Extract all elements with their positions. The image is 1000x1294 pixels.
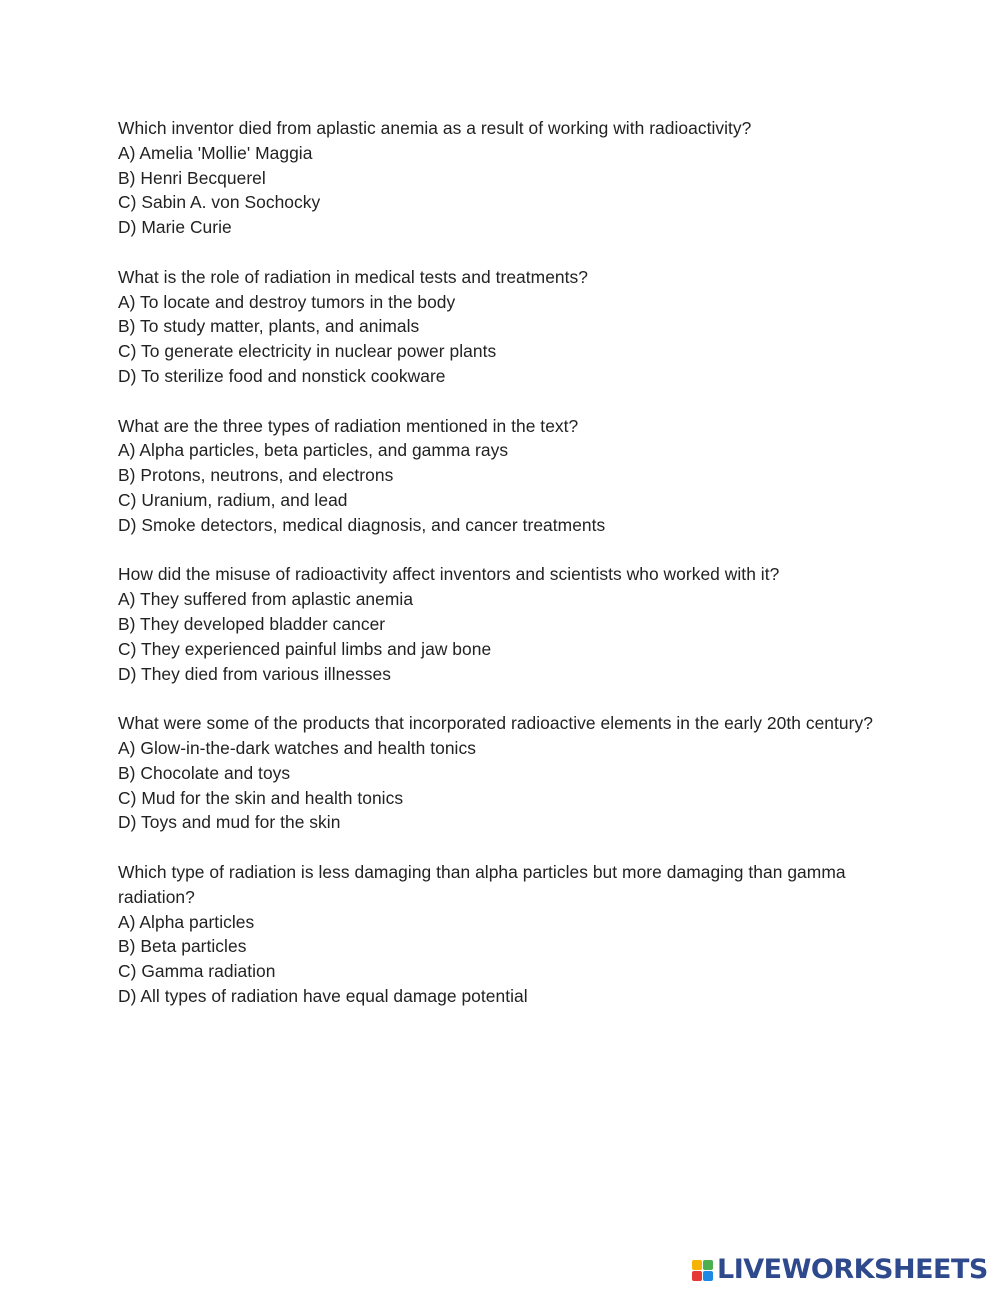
question-text: Which inventor died from aplastic anemia as a result of working with radioactivity?: [118, 118, 752, 138]
question-block-2: [118, 265, 878, 389]
answer-option: A) Glow-in-the-dark watches and health tonics: [118, 737, 476, 758]
answer-option: C) Mud for the skin and health tonics: [118, 787, 404, 808]
question-text: How did the misuse of radioactivity affect inventors and scientists who worked with it?: [118, 564, 780, 585]
answer-option: B) Protons, neutrons, and electrons: [118, 465, 394, 486]
answer-option: C) To generate electricity in nuclear power plants: [118, 341, 497, 362]
answer-option: C) Uranium, radium, and lead: [118, 489, 348, 510]
question-block-1: [118, 116, 878, 240]
liveworksheets-logo: [692, 1256, 988, 1284]
answer-option: A) Alpha particles, beta particles, and gamma rays: [118, 440, 509, 461]
answer-option: D) Marie Curie: [118, 217, 232, 238]
answer-option: C) Gamma radiation: [118, 961, 276, 982]
question-text: Which type of radiation is less damaging than alpha particles but more damaging than gamma radiation?: [118, 861, 846, 907]
answer-option: D) All types of radiation have equal damage potential: [118, 985, 528, 1006]
answer-option: C) They experienced painful limbs and jaw bone: [118, 638, 492, 659]
logo-square: [692, 1260, 702, 1270]
answer-option: B) Henri Becquerel: [118, 167, 266, 188]
answer-option: A) Amelia 'Mollie' Maggia: [118, 142, 313, 163]
worksheet-page: [118, 116, 878, 1033]
question-text: What are the three types of radiation mentioned in the text?: [118, 415, 579, 436]
answer-option: B) Chocolate and toys: [118, 762, 291, 783]
answer-option: D) Toys and mud for the skin: [118, 812, 341, 833]
liveworksheets-logo-icon: [692, 1260, 713, 1281]
question-block-6: [118, 860, 878, 1009]
answer-option: B) They developed bladder cancer: [118, 613, 386, 634]
answer-option: B) Beta particles: [118, 936, 247, 957]
answer-option: A) Alpha particles: [118, 911, 255, 932]
answer-option: A) To locate and destroy tumors in the body: [118, 291, 456, 312]
question-text: What were some of the products that incorporated radioactive elements in the early 20th century?: [118, 713, 873, 734]
question-block-5: [118, 711, 878, 835]
question-block-4: [118, 562, 878, 686]
answer-option: D) To sterilize food and nonstick cookware: [118, 365, 446, 386]
logo-square: [692, 1271, 702, 1281]
answer-option: D) Smoke detectors, medical diagnosis, and cancer treatments: [118, 514, 606, 535]
answer-option: C) Sabin A. von Sochocky: [118, 192, 321, 213]
answer-option: D) They died from various illnesses: [118, 663, 392, 684]
question-block-3: [118, 414, 878, 538]
logo-square: [703, 1260, 713, 1270]
answer-option: A) They suffered from aplastic anemia: [118, 589, 414, 610]
answer-option: B) To study matter, plants, and animals: [118, 316, 420, 337]
logo-text: LIVEWORKSHEETS: [717, 1254, 988, 1285]
logo-square: [703, 1271, 713, 1281]
question-text: What is the role of radiation in medical tests and treatments?: [118, 266, 588, 287]
